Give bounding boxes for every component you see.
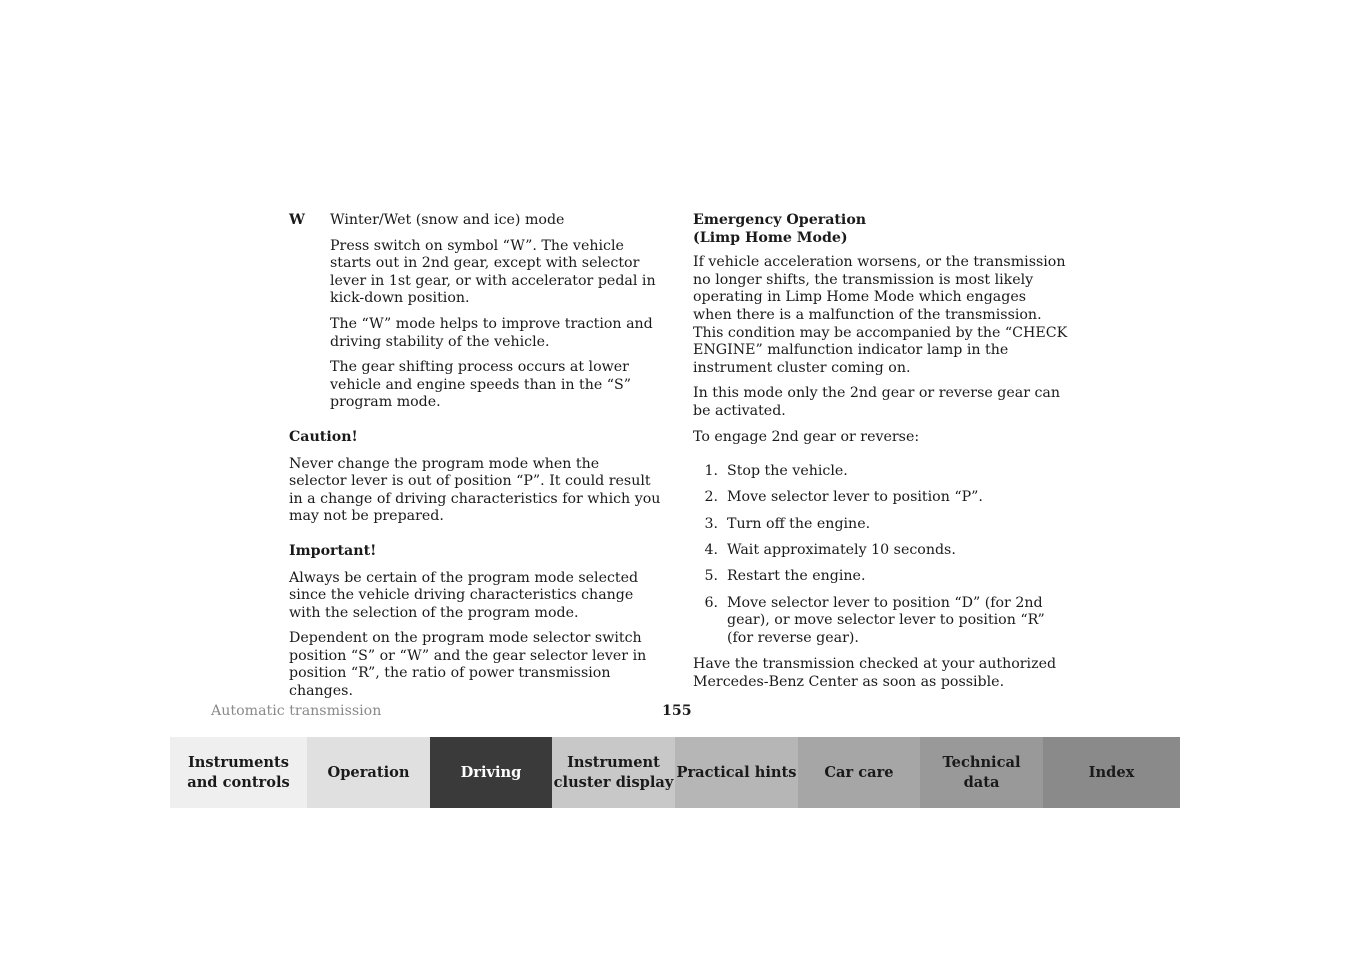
tab-label-line-1: Technical xyxy=(942,753,1021,771)
steps-list xyxy=(693,463,1068,647)
w-term: W xyxy=(289,212,305,228)
list-item xyxy=(693,595,1068,648)
emergency-paragraph-3: To engage 2nd gear or reverse: xyxy=(693,428,920,445)
important-heading: Important! xyxy=(289,542,377,559)
step-text: Restart the engine. xyxy=(727,568,866,585)
list-item xyxy=(693,542,1068,560)
important-text-2: Dependent on the program mode selector switch position “S” or “W” and the gear selector lever in position “R”, the ratio of power transmission changes. xyxy=(289,630,647,700)
right-column xyxy=(693,212,1068,700)
w-paragraph-3: The gear shifting process occurs at lower vehicle and engine speeds than in the “S” program mode. xyxy=(330,359,631,411)
tab-label-line-1: Car care xyxy=(824,763,894,781)
tab-instruments-and-controls[interactable] xyxy=(170,737,307,808)
tab-label-line-1: Index xyxy=(1088,763,1135,781)
list-item xyxy=(693,568,1068,586)
list-item xyxy=(693,463,1068,481)
emergency-paragraph-1: If vehicle acceleration worsens, or the transmission no longer shifts, the transmission is most likely operating in Limp Home Mode which engages when there is a malfunction of the transmission. This condition may be accompanied by the “CHECK ENGINE” malfunction indicator lamp in the instrument cluster coming on. xyxy=(693,254,1068,376)
tab-label-line-1: Instrument xyxy=(567,753,660,771)
section-title: Automatic transmission xyxy=(211,703,382,719)
tab-label-line-2: cluster display xyxy=(553,773,674,791)
tab-operation[interactable] xyxy=(307,737,430,808)
tab-label-line-2: and controls xyxy=(187,773,290,791)
tab-label-line-1: Driving xyxy=(460,763,522,781)
w-paragraph-2: The “W” mode helps to improve traction and driving stability of the vehicle. xyxy=(330,315,653,350)
left-column xyxy=(289,212,661,709)
step-number: 1. xyxy=(704,463,718,480)
step-number: 3. xyxy=(704,515,718,532)
step-text: Move selector lever to position “P”. xyxy=(727,489,983,506)
step-number: 5. xyxy=(704,568,718,585)
step-number: 4. xyxy=(704,541,718,558)
page-number: 155 xyxy=(662,703,692,719)
tab-technical-data[interactable] xyxy=(920,737,1043,808)
step-text: Turn off the engine. xyxy=(727,515,871,532)
step-number: 6. xyxy=(704,594,718,611)
section-nav xyxy=(170,737,1180,808)
w-mode-definition xyxy=(289,212,661,230)
list-item xyxy=(693,489,1068,507)
step-number: 2. xyxy=(704,489,718,506)
list-item xyxy=(693,516,1068,534)
emergency-paragraph-2: In this mode only the 2nd gear or reverse gear can be activated. xyxy=(693,385,1061,419)
closing-paragraph: Have the transmission checked at your authorized Mercedes-Benz Center as soon as possible. xyxy=(693,656,1057,690)
tab-practical-hints[interactable] xyxy=(675,737,798,808)
tab-index[interactable] xyxy=(1043,737,1180,808)
tab-label-line-1: Instruments xyxy=(187,753,289,771)
step-text: Wait approximately 10 seconds. xyxy=(727,541,956,558)
tab-label-line-2: data xyxy=(963,773,1000,791)
caution-text: Never change the program mode when the selector lever is out of position “P”. It could result in a change of driving characteristics for which you may not be prepared. xyxy=(289,455,661,525)
w-paragraph-1: Press switch on symbol “W”. The vehicle starts out in 2nd gear, except with selector lever in 1st gear, or with accelerator pedal in kick-down position. xyxy=(330,237,656,307)
tab-car-care[interactable] xyxy=(798,737,920,808)
emergency-heading-line-2: (Limp Home Mode) xyxy=(693,229,848,246)
tab-label-line-1: Operation xyxy=(327,763,410,781)
tab-label-line-1: Practical hints xyxy=(676,763,797,781)
emergency-heading-line-1: Emergency Operation xyxy=(693,212,867,228)
important-text-1: Always be certain of the program mode selected since the vehicle driving characteristics change with the selection of the program mode. xyxy=(289,569,639,621)
step-text: Move selector lever to position “D” (for 2nd gear), or move selector lever to position “R” (for reverse gear). xyxy=(727,594,1045,646)
tab-instrument-cluster-display[interactable] xyxy=(552,737,675,808)
w-title: Winter/Wet (snow and ice) mode xyxy=(330,212,565,228)
tab-driving[interactable] xyxy=(430,737,552,808)
step-text: Stop the vehicle. xyxy=(727,463,848,480)
caution-heading: Caution! xyxy=(289,428,358,445)
emergency-heading xyxy=(693,212,1068,247)
